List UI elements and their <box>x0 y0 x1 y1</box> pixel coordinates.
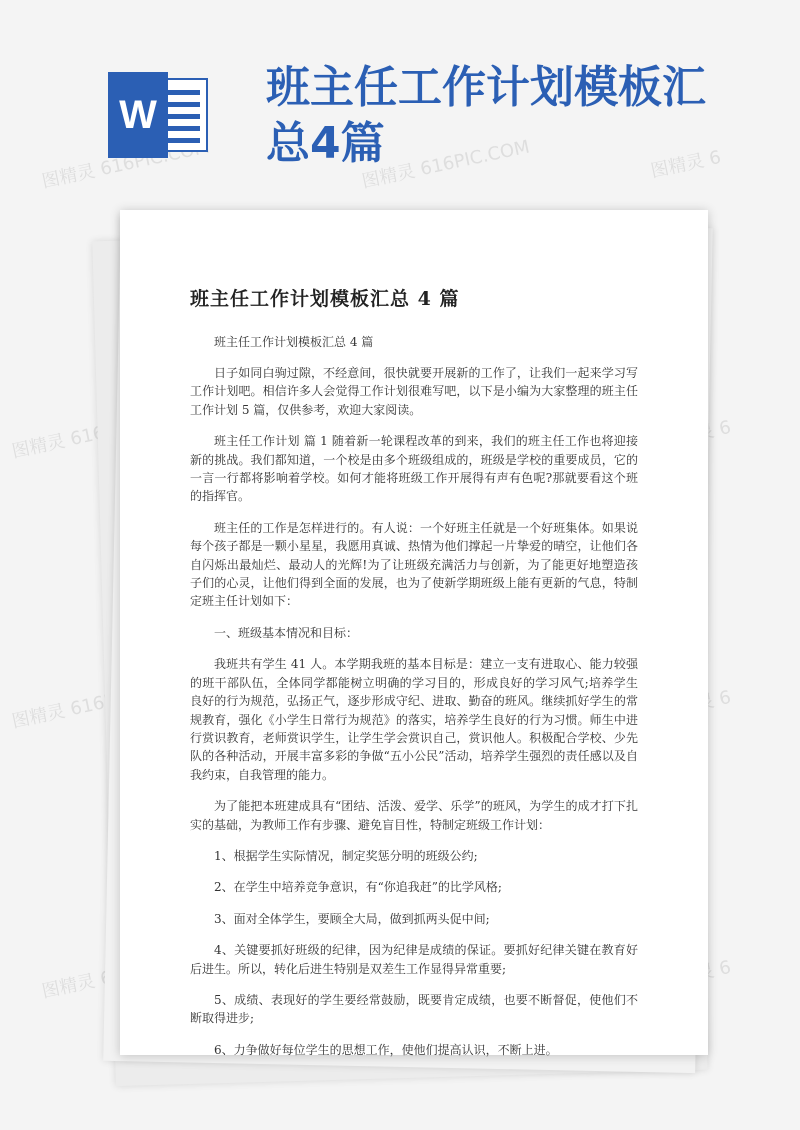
paragraph: 我班共有学生 41 人。本学期我班的基本目标是：建立一支有进取心、能力较强的班干部队伍，全体同学都能树立明确的学习目的，形成良好的学习风气;培养学生良好的行为规范，弘扬正气，逐步形成守纪、进取、勤奋的班风。继续抓好学生的常规教育，强化《小学生日常行为规范》的落实，培养学生良好的行为习惯。师生中进行赏识教育，老师赏识学生，让学生学会赏识自己，赏识他人。积极配合学校、少先队的各种活动，开展丰富多彩的争做“五小公民”活动，培养学生强烈的责任感以及自我约束，自我管理的能力。 <box>190 657 638 782</box>
paragraph: 班主任工作计划 篇 1 随着新一轮课程改革的到来，我们的班主任工作也将迎接新的挑战。我们都知道，一个校是由多个班级组成的，班级是学校的重要成员，它的一言一行都将影响着学校。如何才能将班级工作开展得有声有色呢?那就要看这个班的指挥官。 <box>190 434 638 504</box>
watermark: 图精灵 <box>39 970 98 1003</box>
list-item: 4、关键要抓好班级的纪律，因为纪律是成绩的保证。要抓好纪律关键在教育好后进生。所以，转化后进生特别是双差生工作显得异常重要; <box>190 943 638 976</box>
list-item: 5、成绩、表现好的学生要经常鼓励，既要肯定成绩，也要不断督促，使他们不断取得进步; <box>190 992 638 1026</box>
watermark: 图精灵 616PIC.COM <box>359 136 532 193</box>
document-heading: 班主任工作计划模板汇总 4 篇 <box>190 288 460 310</box>
document-subheading: 班主任工作计划模板汇总 4 篇 <box>214 335 374 349</box>
watermark: 图精灵 616PIC.COM <box>9 676 182 733</box>
watermark: 6 <box>717 686 733 710</box>
section-heading: 一、班级基本情况和目标： <box>214 625 359 640</box>
document-page <box>120 210 708 1055</box>
watermark: 图精灵 616PIC.COM <box>39 136 212 193</box>
watermark: 6 <box>717 416 733 440</box>
list-item: 1、根据学生实际情况，制定奖惩分明的班级公约; <box>214 848 478 863</box>
watermark: 6 <box>717 956 733 980</box>
word-logo-icon <box>108 72 212 158</box>
paragraph: 班主任的工作是怎样进行的。有人说：一个好班主任就是一个好班集体。如果说每个孩子都是一颗小星星，我愿用真诚、热情为他们撑起一片挚爱的晴空，让他们各自闪烁出最灿烂、最动人的光辉!为了让班级充满活力与创新，为了能更好地塑造孩子们的心灵，让他们得到全面的发展，也为了使新学期班级上能有更新的气息，特制定班主任计划如下： <box>190 520 638 609</box>
page-title: 班主任工作计划模板汇总4篇 <box>266 62 706 169</box>
list-item: 6、力争做好每位学生的思想工作，使他们提高认识，不断上进。 <box>214 1042 558 1057</box>
paragraph: 日子如同白驹过隙，不经意间，很快就要开展新的工作了，让我们一起来学习写工作计划吧。相信许多人会觉得工作计划很难写吧，以下是小编为大家整理的班主任工作计划 5 篇，仅供参考，欢迎大家阅读。 <box>190 366 638 417</box>
watermark: 图精灵 616PIC.COM <box>9 406 182 463</box>
word-logo-letter: W <box>108 72 168 158</box>
list-item: 3、面对全体学生，要顾全大局，做到抓两头促中间; <box>214 911 490 926</box>
paragraph: 为了能把本班建成具有“团结、活泼、爱学、乐学”的班风，为学生的成才打下扎实的基础，为教师工作有步骤、避免盲目性，特制定班级工作计划： <box>190 799 638 832</box>
watermark: 图精灵 6 <box>648 146 723 183</box>
list-item: 2、在学生中培养竞争意识，有“你追我赶”的比学风格; <box>214 880 502 895</box>
